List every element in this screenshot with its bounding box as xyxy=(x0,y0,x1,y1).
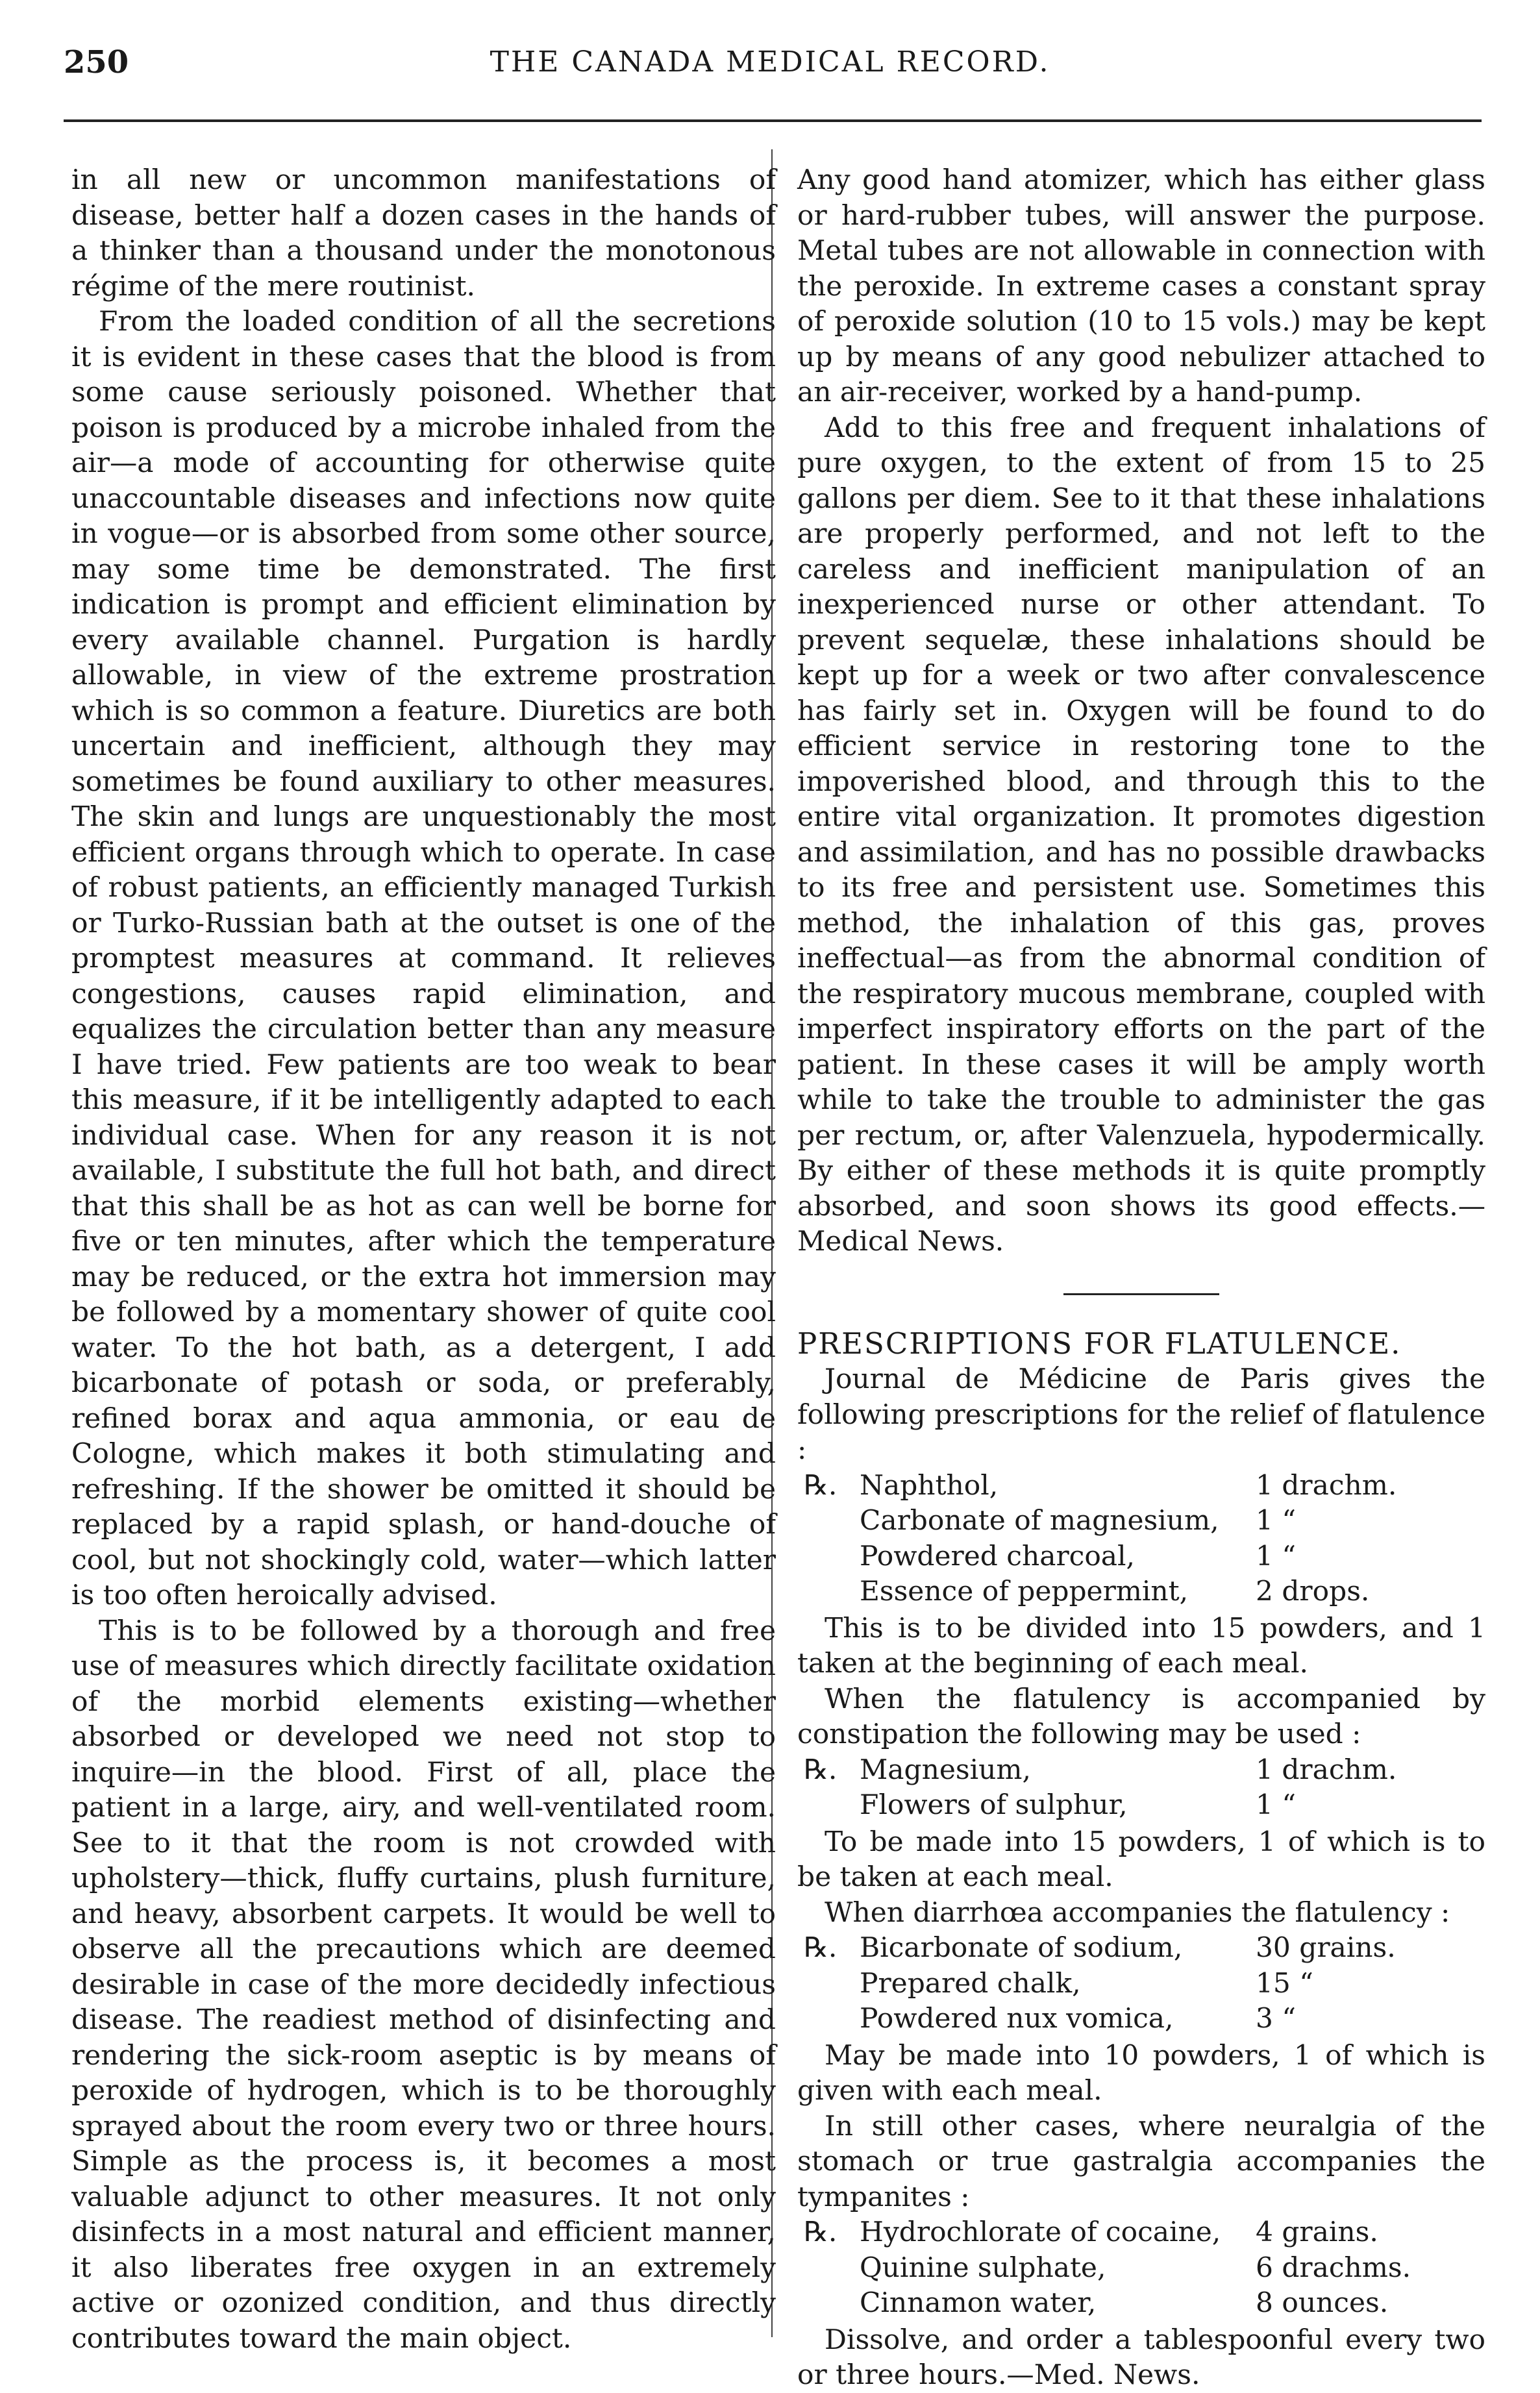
prescription-1 xyxy=(797,1468,1485,1609)
prescription-line xyxy=(797,2250,1485,2286)
paragraph: in all new or uncommon manifestations of disease, better half a dozen cases in the hands of a thinker than a thousand under the monotonous régime of the mere routinist. xyxy=(71,164,776,302)
paragraph: To be made into 15 powders, 1 of which is to be taken at each meal. xyxy=(797,1825,1485,1892)
prescription-line xyxy=(797,1574,1485,1609)
prescription-line xyxy=(797,1966,1485,2002)
ingredient: Quinine sulphate, xyxy=(860,2251,1106,2283)
ingredient: Hydrochlorate of cocaine, xyxy=(860,2216,1221,2248)
running-head: THE CANADA MEDICAL RECORD. xyxy=(490,45,1050,79)
ingredient: Powdered nux vomica, xyxy=(860,2002,1174,2034)
dose: 15 “ xyxy=(1256,1966,1313,1999)
paragraph: This is to be divided into 15 powders, and 1 taken at the beginning of each meal. xyxy=(797,1611,1485,1679)
paragraph: Add to this free and frequent inhalations of pure oxygen, to the extent of from 15 to 25 gallons per diem. See to it that these inhalations are properly performed, and not left to the careless and inefficient manipulation of an inexperienced nurse or other attendant. To prevent sequelæ, these inhalations should be kept up for a week or two after convalescence has fairly set in. Oxygen will be found to do efficient service in restoring tone to the impoverished blood, and through this to the entire vital organization. It promotes digestion and assimilation, and has no possible drawbacks to its free and persistent use. Sometimes this method, the inhalation of this gas, proves ineffectual—as from the abnormal condition of the respiratory mucous membrane, coupled with imperfect inspiratory efforts on the part of the patient. In these cases it will be amply worth while to take the trouble to administer the gas per rectum, or, after Valenzuela, hypodermically. By either of these methods it is quite promptly absorbed, and soon shows its good effects.—Medical News. xyxy=(797,411,1485,1257)
ingredient: Bicarbonate of sodium, xyxy=(860,1931,1183,1963)
dose: 1 drachm. xyxy=(1256,1753,1397,1785)
prescription-line xyxy=(797,1539,1485,1574)
ingredient: Prepared chalk, xyxy=(860,1966,1081,1999)
paragraph: From the loaded condition of all the secretions it is evident in these cases that the blood is from some cause seriously poisoned. Whether that poison is produced by a microbe inhaled from the air—a mode of accounting for otherwise quite unaccountable diseases and infections now quite in vogue—or is absorbed from some other source, may some time be demonstrated. The first indication is prompt and efficient elimination by every available channel. Purgation is hardly allowable, in view of the extreme prostration which is so common a feature. Diuretics are both uncertain and inefficient, although they may sometimes be found auxiliary to other measures. The skin and lungs are unquestionably the most efficient organs through which to operate. In case of robust patients, an efficiently managed Turkish or Turko-Russian bath at the outset is one of the promptest measures at command. It relieves congestions, causes rapid elimination, and equalizes the circulation better than any measure I have tried. Few patients are too weak to bear this measure, if it be intelligently adapted to each individual case. When for any reason it is not available, I substitute the full hot bath, and direct that this shall be as hot as can well be borne for five or ten minutes, after which the temperature may be reduced, or the extra hot immersion may be followed by a momentary shower of quite cool water. To the hot bath, as a detergent, I add bicarbonate of potash or soda, or preferably, refined borax and aqua ammonia, or eau de Cologne, which makes it both stimulating and refreshing. If the shower be omitted it should be replaced by a rapid splash, or hand-douche of cool, but not shockingly cold, water—which latter is too often heroically advised. xyxy=(71,305,776,1611)
paragraph: When diarrhœa accompanies the flatulency : xyxy=(825,1896,1450,1928)
paragraph: This is to be followed by a thorough and free use of measures which directly facilitate oxidation of the morbid elements existing—whether absorbed or developed we need not stop to inquire—in the blood. First of all, place the patient in a large, airy, and well-ventilated room. See to it that the room is not crowded with upholstery—thick, fluffy curtains, plush furniture, and heavy, absorbent carpets. It would be well to observe all the precautions which are deemed desirable in case of the more decidedly infectious disease. The readiest method of disinfecting and rendering the sick-room aseptic is by means of peroxide of hydrogen, which is to be thoroughly sprayed about the room every two or three hours. Simple as the process is, it becomes a most valuable adjunct to other measures. It not only disinfects in a most natural and efficient manner, it also liberates free oxygen in an extremely active or ozonized condition, and thus directly contributes toward the main object. xyxy=(71,1614,776,2354)
dose: 4 grains. xyxy=(1256,2216,1378,2248)
prescription-line xyxy=(797,1930,1485,1966)
prescription-4 xyxy=(797,2214,1485,2321)
prescription-line xyxy=(797,1468,1485,1504)
rx-symbol: ℞. xyxy=(804,2216,838,2248)
prescription-2 xyxy=(797,1752,1485,1823)
ingredient: Naphthol, xyxy=(860,1469,999,1501)
prescription-line xyxy=(797,2001,1485,2037)
paragraph: May be made into 10 powders, 1 of which is given with each meal. xyxy=(797,2039,1485,2106)
rx-symbol: ℞. xyxy=(804,1469,838,1501)
prescription-line xyxy=(797,1752,1485,1788)
dose: 8 ounces. xyxy=(1256,2287,1389,2318)
paragraph: When the flatulency is accompanied by constipation the following may be used : xyxy=(797,1682,1485,1750)
section-title: PRESCRIPTIONS FOR FLATULENCE. xyxy=(797,1326,1402,1361)
ingredient: Essence of peppermint, xyxy=(860,1575,1189,1607)
right-column xyxy=(797,162,1485,2393)
ingredient: Magnesium, xyxy=(860,1753,1031,1785)
dose: 1 “ xyxy=(1256,1789,1296,1820)
dose: 6 drachms. xyxy=(1256,2251,1411,2283)
dose: 3 “ xyxy=(1256,2002,1296,2034)
paragraph: Dissolve, and order a tablespoonful every two or three hours.—Med. News. xyxy=(797,2323,1485,2390)
dose: 1 “ xyxy=(1256,1539,1296,1572)
prescription-3 xyxy=(797,1930,1485,2037)
prescription-line xyxy=(797,1787,1485,1823)
left-column xyxy=(71,162,776,2356)
dose: 1 “ xyxy=(1256,1504,1296,1536)
dose: 1 drachm. xyxy=(1256,1469,1397,1501)
rx-symbol: ℞. xyxy=(804,1931,838,1963)
paragraph: Any good hand atomizer, which has either glass or hard-rubber tubes, will answer the purpose. Metal tubes are not allowable in connection with the peroxide. In extreme cases a constant spray of peroxide solution (10 to 15 vols.) may be kept up by means of any good nebulizer attached to an air-receiver, worked by a hand-pump. xyxy=(797,164,1485,408)
prescription-line xyxy=(797,2285,1485,2321)
rx-symbol: ℞. xyxy=(804,1753,838,1785)
ingredient: Powdered charcoal, xyxy=(860,1539,1136,1572)
header-rule xyxy=(64,119,1482,122)
paragraph: In still other cases, where neuralgia of the stomach or true gastralgia accompanies the tympanites : xyxy=(797,2109,1485,2213)
page-header xyxy=(0,31,1540,103)
prescription-line xyxy=(797,2214,1485,2250)
section-rule xyxy=(1063,1293,1219,1295)
page-number: 250 xyxy=(64,44,129,81)
dose: 2 drops. xyxy=(1256,1575,1370,1607)
ingredient: Flowers of sulphur, xyxy=(860,1789,1128,1820)
dose: 30 grains. xyxy=(1256,1931,1396,1963)
ingredient: Carbonate of magnesium, xyxy=(860,1504,1219,1536)
ingredient: Cinnamon water, xyxy=(860,2287,1097,2318)
prescription-line xyxy=(797,1503,1485,1539)
intro-paragraph: Journal de Médicine de Paris gives the following prescriptions for the relief of flatulence : xyxy=(797,1363,1485,1465)
